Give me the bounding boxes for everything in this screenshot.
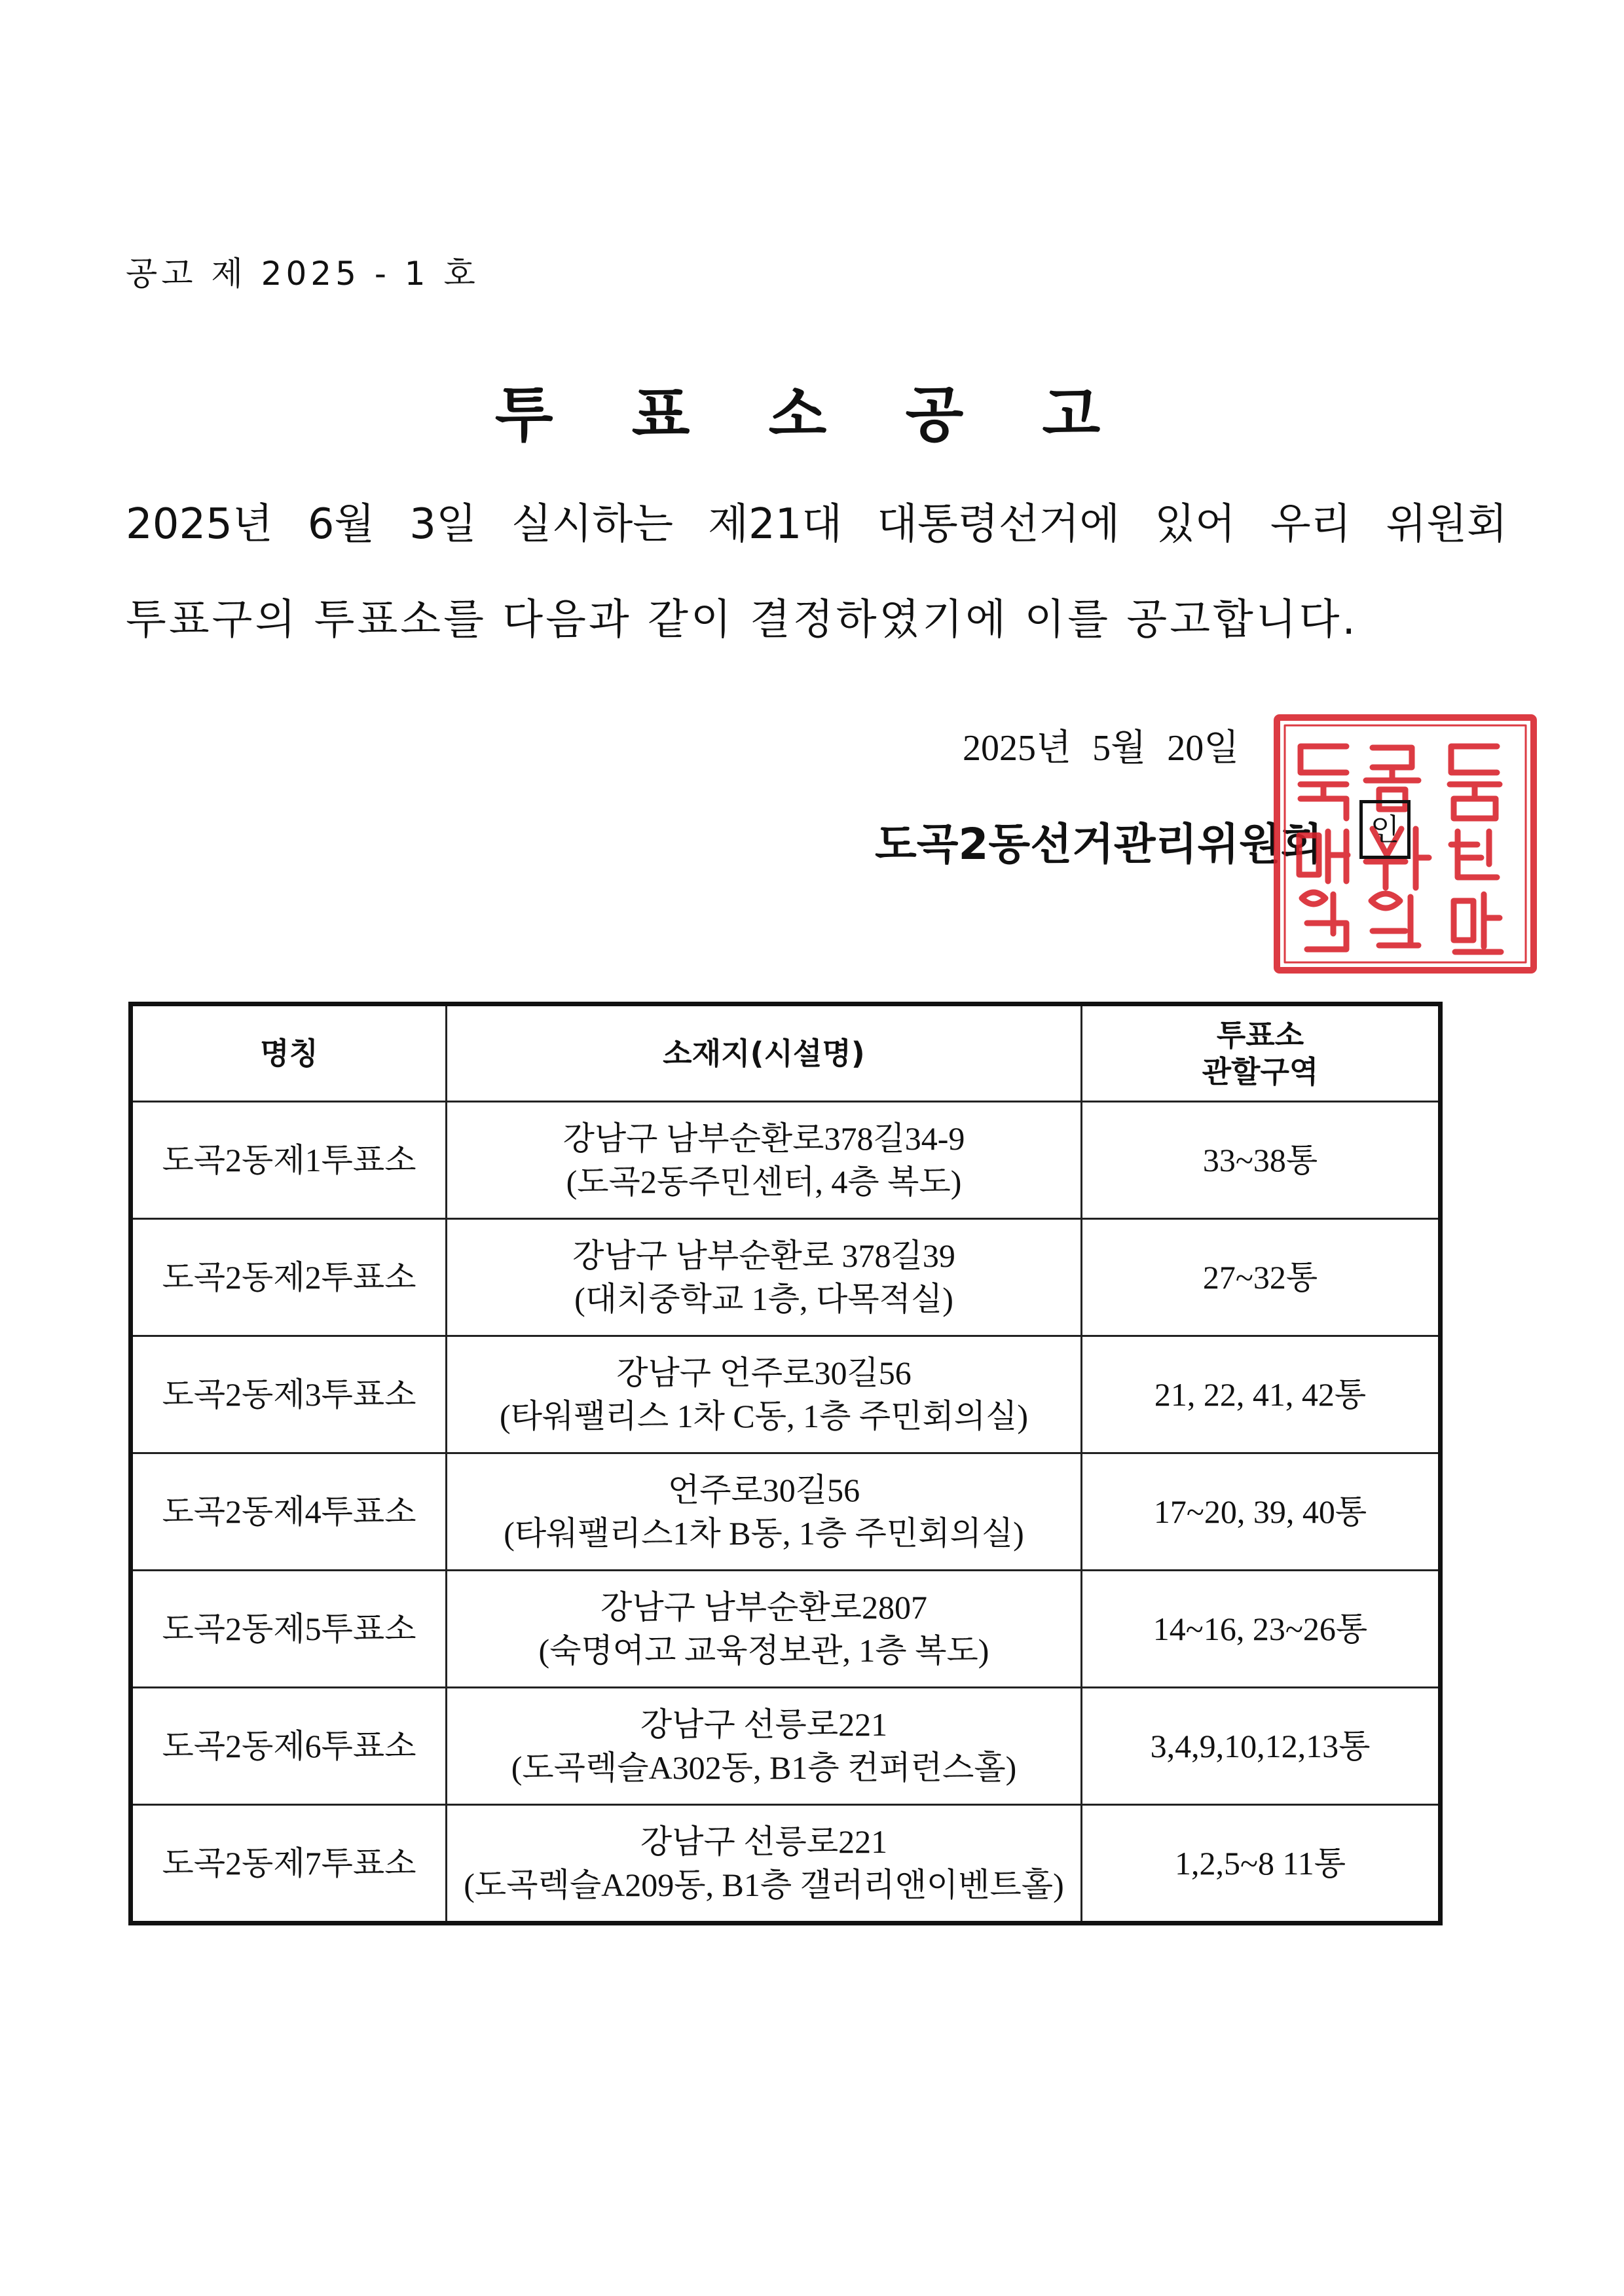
table-row: [131, 1571, 1441, 1688]
station-address-line-2: (도곡렉슬A302동, B1층 컨퍼런스홀): [511, 1749, 1017, 1786]
notice-number: 공고 제 2025 - 1 호: [126, 255, 479, 293]
station-address-line-2: (타워팰리스1차 B동, 1층 주민회의실): [504, 1515, 1024, 1552]
station-address-line-2: (대치중학교 1층, 다목적실): [574, 1281, 953, 1317]
station-name: 도곡2동제3투표소: [131, 1336, 447, 1453]
station-address-line-1: 언주로30길56: [667, 1472, 860, 1508]
table-row: [131, 1805, 1441, 1923]
polling-station-table: [128, 1002, 1443, 1925]
header-address: 소재지(시설명): [447, 1004, 1082, 1102]
station-name: 도곡2동제4투표소: [131, 1453, 447, 1571]
table-header-row: [131, 1004, 1441, 1102]
station-address-line-1: 강남구 남부순환로2807: [600, 1589, 927, 1626]
station-address-line-1: 강남구 선릉로221: [640, 1823, 888, 1860]
station-area: 33~38통: [1082, 1102, 1441, 1219]
station-address-line-2: (숙명여고 교육정보관, 1층 복도): [538, 1632, 989, 1669]
station-address: [447, 1102, 1082, 1219]
table-row: [131, 1219, 1441, 1336]
station-address-line-2: (도곡렉슬A209동, B1층 갤러리앤이벤트홀): [464, 1867, 1064, 1903]
station-address-line-2: (타워팰리스 1차 C동, 1층 주민회의실): [499, 1398, 1029, 1434]
table-row: [131, 1453, 1441, 1571]
header-area: [1082, 1004, 1441, 1102]
station-name: 도곡2동제5투표소: [131, 1571, 447, 1688]
station-address: [447, 1688, 1082, 1805]
station-name: 도곡2동제6투표소: [131, 1688, 447, 1805]
header-name: 명칭: [131, 1004, 447, 1102]
station-area: 17~20, 39, 40통: [1082, 1453, 1441, 1571]
station-area: 27~32통: [1082, 1219, 1441, 1336]
table-row: [131, 1336, 1441, 1453]
seal-mark-box: 인: [1359, 800, 1411, 859]
station-address-line-1: 강남구 언주로30길56: [616, 1355, 912, 1391]
station-name: 도곡2동제7투표소: [131, 1805, 447, 1923]
station-address: [447, 1571, 1082, 1688]
station-address-line-1: 강남구 남부순환로 378길39: [572, 1237, 955, 1274]
station-address-line-1: 강남구 선릉로221: [640, 1706, 888, 1743]
station-area: 14~16, 23~26통: [1082, 1571, 1441, 1688]
intro-paragraph: [126, 477, 1507, 668]
intro-line-2: 투표구의 투표소를 다음과 같이 결정하였기에 이를 공고합니다.: [126, 596, 1358, 644]
table-row: [131, 1688, 1441, 1805]
station-name: 도곡2동제2투표소: [131, 1219, 447, 1336]
station-name: 도곡2동제1투표소: [131, 1102, 447, 1219]
station-address: [447, 1805, 1082, 1923]
station-address: [447, 1219, 1082, 1336]
station-area: 1,2,5~8 11통: [1082, 1805, 1441, 1923]
station-address: [447, 1453, 1082, 1571]
station-area: 3,4,9,10,12,13통: [1082, 1688, 1441, 1805]
table-row: [131, 1102, 1441, 1219]
station-address: [447, 1336, 1082, 1453]
intro-line-1: 2025년 6월 3일 실시하는 제21대 대통령선거에 있어 우리 위원회: [126, 500, 1507, 549]
station-area: 21, 22, 41, 42통: [1082, 1336, 1441, 1453]
document-title: 투 표 소 공 고: [494, 380, 1130, 450]
station-address-line-2: (도곡2동주민센터, 4층 복도): [566, 1163, 962, 1200]
station-address-line-1: 강남구 남부순환로378길34-9: [563, 1120, 965, 1157]
committee-name: 도곡2동선거관리위원회: [875, 819, 1323, 869]
header-area-line-1: 투표소: [1216, 1017, 1304, 1053]
notice-date: 2025년 5월 20일: [963, 728, 1240, 769]
header-area-line-2: 관할구역: [1202, 1054, 1319, 1089]
